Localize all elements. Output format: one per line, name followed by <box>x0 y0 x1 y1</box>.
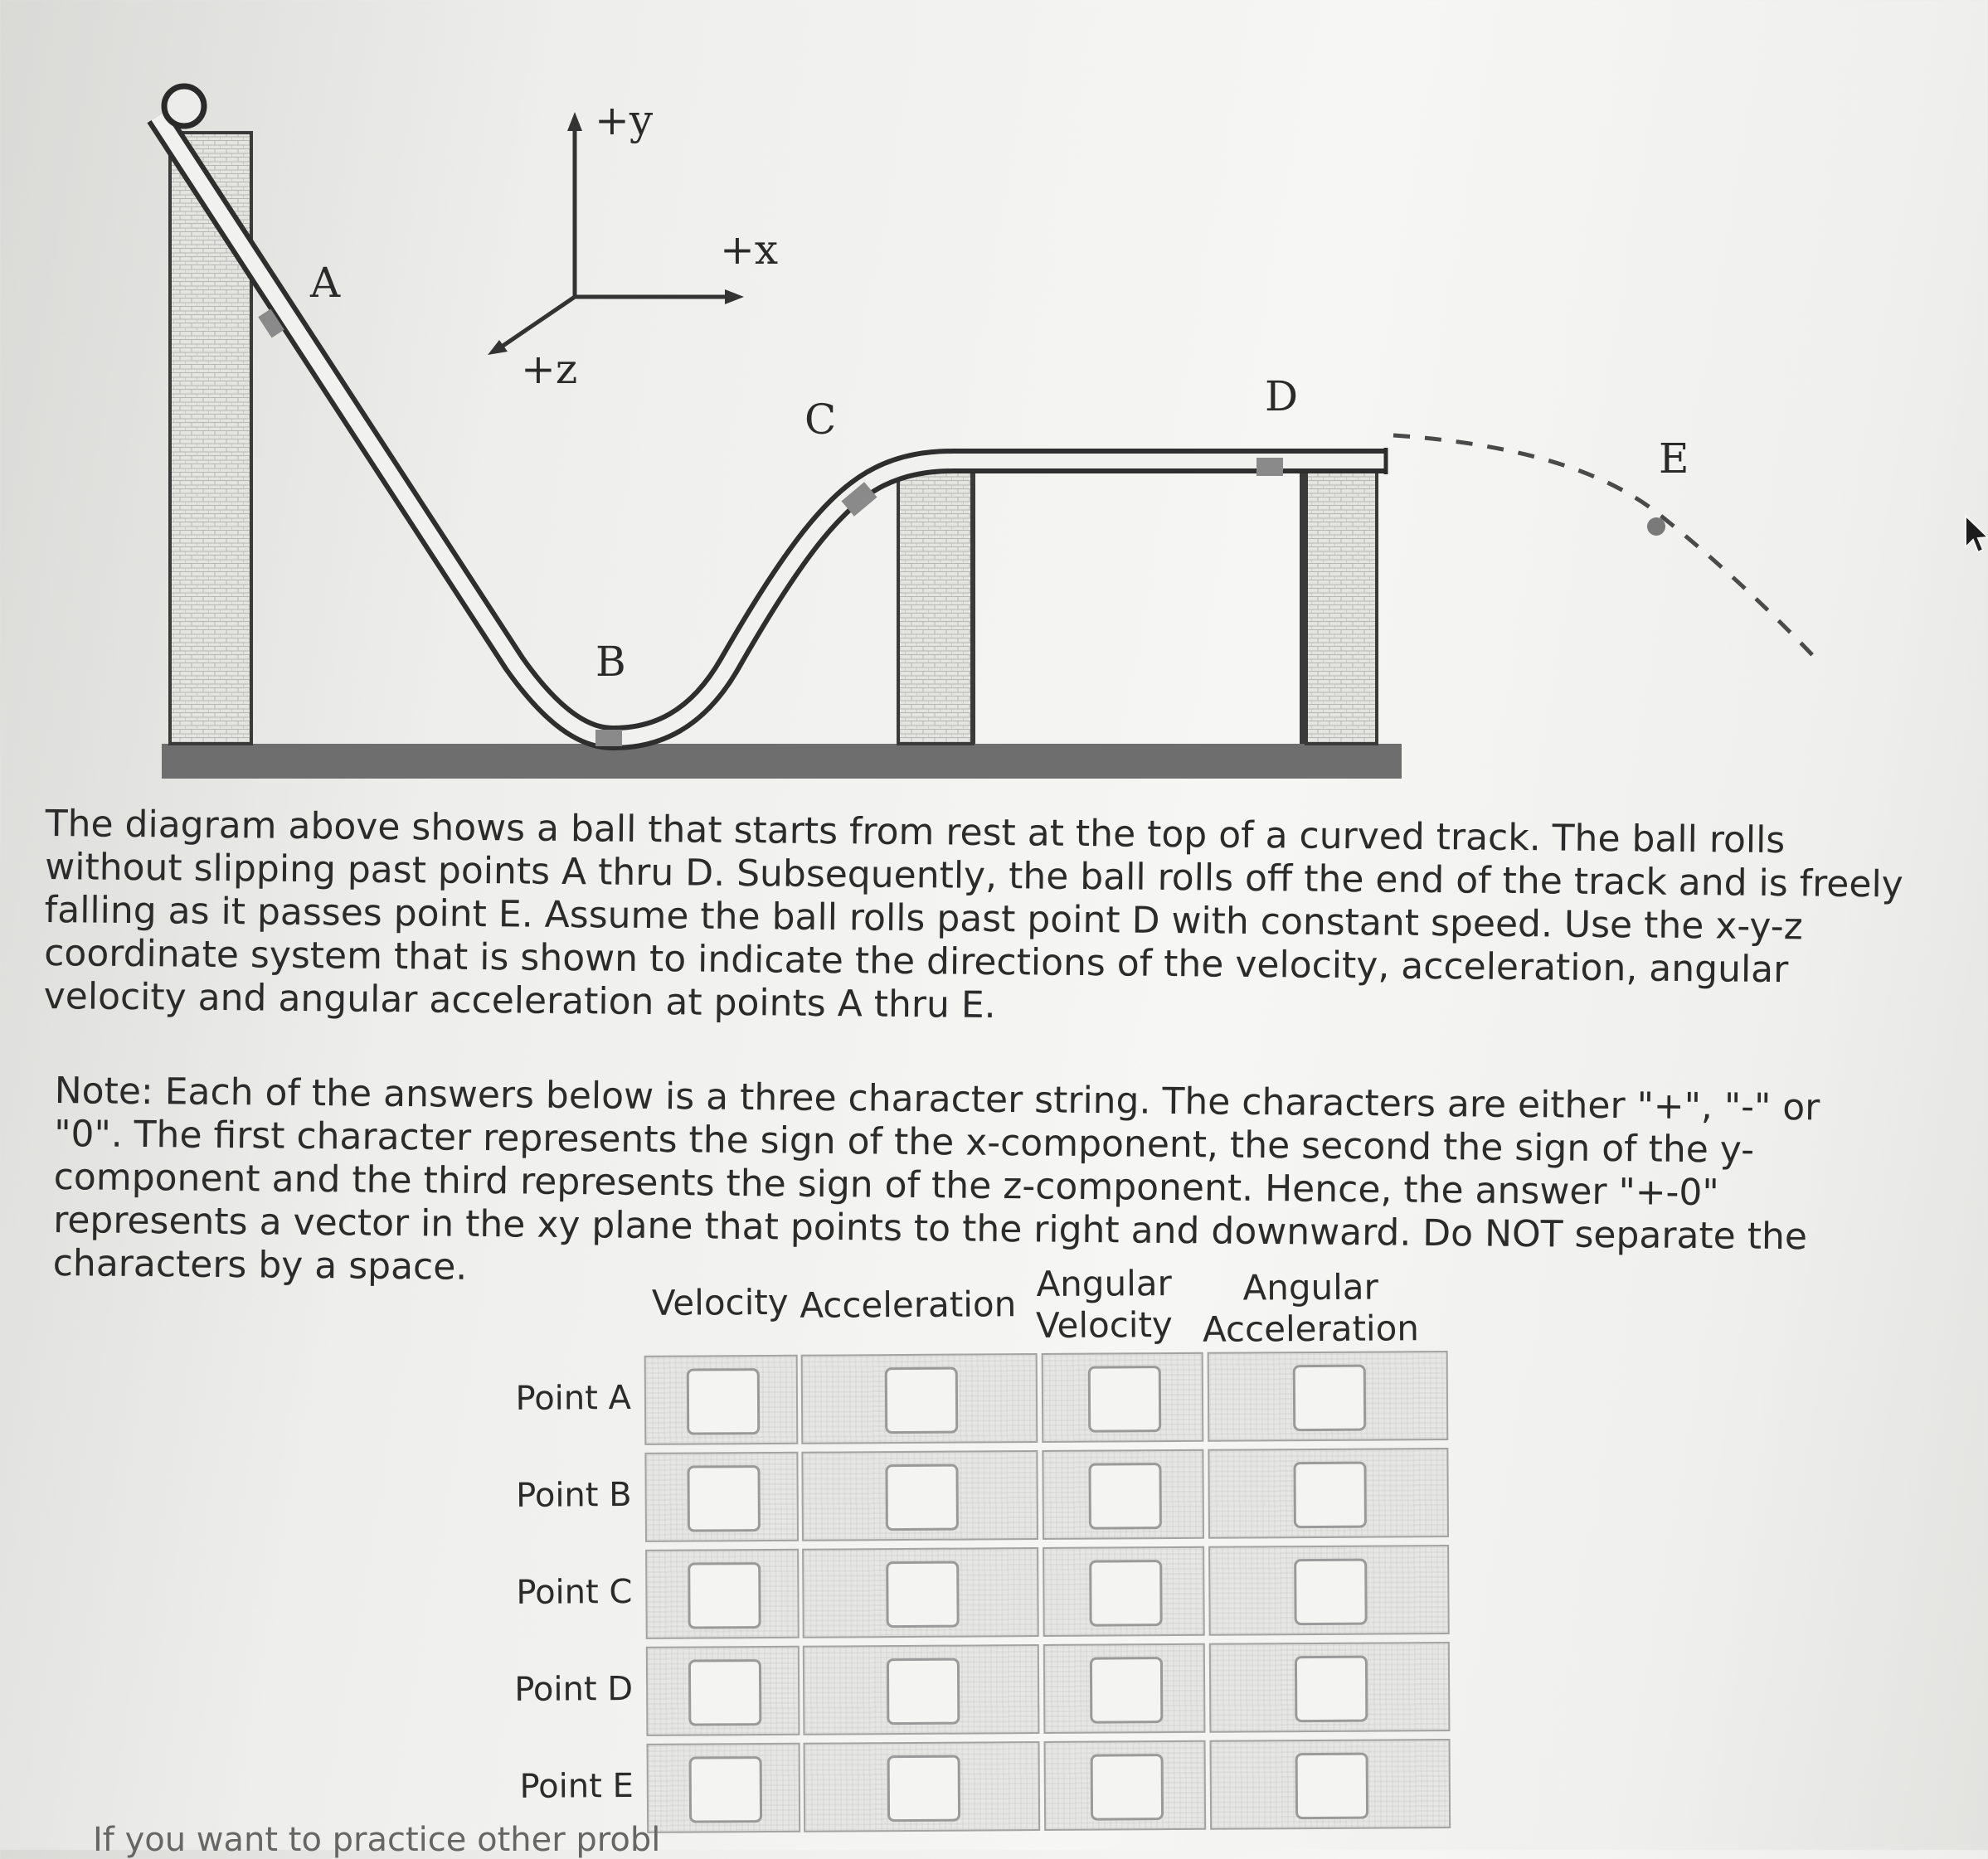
answer-cell <box>644 1355 799 1445</box>
answer-input-point-c-angular-acceleration[interactable] <box>1294 1559 1367 1626</box>
coordinate-axes <box>488 112 744 355</box>
point-label-d: D <box>1265 372 1299 420</box>
track-diagram <box>0 0 1988 796</box>
answer-input-point-d-angular-acceleration[interactable] <box>1295 1656 1368 1723</box>
ground <box>162 744 1402 779</box>
point-label-e: E <box>1659 434 1689 483</box>
answer-cell <box>1208 1545 1450 1636</box>
answer-cell <box>803 1644 1040 1735</box>
answer-cell <box>644 1452 799 1542</box>
answer-input-point-e-angular-acceleration[interactable] <box>1295 1753 1368 1820</box>
answer-input-point-a-angular-acceleration[interactable] <box>1293 1365 1366 1432</box>
answer-input-point-c-angular-velocity[interactable] <box>1089 1560 1162 1627</box>
answer-input-point-d-angular-velocity[interactable] <box>1090 1657 1163 1724</box>
marker-b <box>595 730 622 746</box>
col-header-acceleration: Acceleration <box>800 1284 1017 1326</box>
row-label-point-d: Point D <box>514 1670 634 1709</box>
axis-z-label: +z <box>521 345 578 393</box>
answer-cell <box>647 1743 801 1833</box>
answer-cell <box>1042 1352 1204 1443</box>
point-label-c: C <box>804 396 837 444</box>
answer-cell <box>1208 1448 1449 1539</box>
col-header-angular-acceleration: Angular Acceleration <box>1202 1266 1420 1350</box>
row-label-point-b: Point B <box>516 1476 632 1515</box>
answer-input-point-b-velocity[interactable] <box>687 1465 760 1532</box>
trajectory <box>1393 435 1816 659</box>
mouse-cursor-icon <box>1964 514 1988 556</box>
answer-input-point-d-acceleration[interactable] <box>887 1658 960 1726</box>
answer-input-point-c-acceleration[interactable] <box>886 1561 959 1628</box>
axis-y-label: +y <box>595 96 654 144</box>
ball-start <box>164 86 204 126</box>
answer-input-point-b-acceleration[interactable] <box>885 1464 958 1531</box>
right-pillar <box>1306 471 1377 744</box>
answer-cell <box>802 1547 1039 1638</box>
answer-input-point-d-velocity[interactable] <box>688 1659 761 1726</box>
answer-input-point-a-acceleration[interactable] <box>885 1367 958 1434</box>
answer-cell <box>1208 1351 1449 1442</box>
marker-d <box>1256 458 1283 476</box>
answer-input-point-e-velocity[interactable] <box>689 1756 762 1823</box>
answer-input-point-c-velocity[interactable] <box>688 1562 761 1629</box>
answer-input-point-e-angular-velocity[interactable] <box>1091 1754 1164 1821</box>
answer-cell <box>645 1549 800 1639</box>
answer-table <box>498 1261 1463 1847</box>
answer-input-point-e-acceleration[interactable] <box>887 1755 960 1823</box>
problem-description: The diagram above shows a ball that starts from rest at the top of a curved track. The ball rolls without slipping past points A thru D. Subsequently, the ball rolls off the end of the track and is freely falling as it passes point E. Assume the ball rolls past point D with constant speed. Use the x-y-z coordinate system that is shown to indicate the directions of the velocity, acceleration, angular velocity and angular acceleration at points A thru E. <box>43 803 1903 1027</box>
answer-input-point-b-angular-velocity[interactable] <box>1088 1463 1161 1530</box>
answer-cell <box>1210 1739 1451 1830</box>
row-label-point-e: Point E <box>519 1767 634 1806</box>
row-label-point-c: Point C <box>516 1573 633 1612</box>
answer-input-point-a-velocity[interactable] <box>687 1368 760 1435</box>
answer-format-note: Note: Each of the answers below is a three character string. The characters are either "+", "-" or "0". The first character represents the sign of the x-component, the second the sign of the y-component and the third represents the sign of the z-component. Hence, the answer "+-0" represents a vector in the xy plane that points to the right and downward. Do NOT separate the characters by a space. <box>52 1070 1820 1289</box>
answer-cell <box>801 1353 1038 1444</box>
answer-input-point-a-angular-velocity[interactable] <box>1088 1366 1161 1433</box>
answer-cell <box>1044 1740 1207 1831</box>
answer-cell <box>804 1741 1041 1832</box>
middle-pillar <box>898 471 973 744</box>
track <box>158 116 1385 738</box>
answer-cell <box>646 1646 800 1736</box>
point-label-b: B <box>595 638 626 686</box>
answer-cell <box>1043 1546 1205 1637</box>
answer-input-point-b-angular-acceleration[interactable] <box>1293 1462 1366 1529</box>
col-header-angular-velocity: Angular Velocity <box>1035 1263 1173 1347</box>
ball-e <box>1647 517 1665 536</box>
axis-x-label: +x <box>720 226 779 274</box>
answer-cell <box>801 1450 1038 1541</box>
answer-cell <box>1043 1643 1206 1734</box>
footer-text-partial: If you want to practice other probl <box>93 1821 661 1859</box>
row-label-point-a: Point A <box>515 1379 632 1418</box>
answer-cell <box>1042 1449 1204 1540</box>
col-header-velocity: Velocity <box>651 1281 789 1323</box>
answer-cell <box>1209 1642 1451 1733</box>
point-label-a: A <box>310 259 341 307</box>
